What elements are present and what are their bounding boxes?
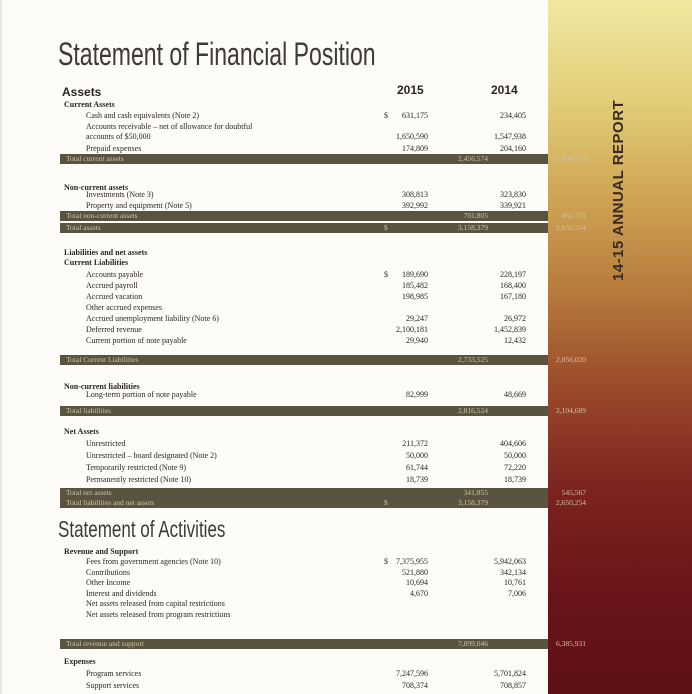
row-label: Non-current liabilities <box>64 382 140 391</box>
value-2015: 521,880 <box>402 568 428 577</box>
value-2015: 2,733,525 <box>458 355 488 364</box>
total-band-row <box>60 639 586 649</box>
value-2014: 168,400 <box>500 281 526 290</box>
row-label: Deferred revenue <box>86 325 142 334</box>
dollar-sign: $ <box>384 223 388 232</box>
year-2014-header: 2014 <box>491 83 518 97</box>
total-band-row <box>60 211 586 221</box>
value-2015: 308,813 <box>402 190 428 199</box>
value-2014: 404,606 <box>500 439 526 448</box>
row-label: Support services <box>86 681 140 690</box>
value-2014: 663,751 <box>561 211 586 220</box>
row-label: Other accrued expenses <box>86 303 162 312</box>
row-label: accounts of $50,000 <box>86 132 151 141</box>
value-2015: 61,744 <box>406 463 428 472</box>
value-2014: 6,385,931 <box>556 639 586 648</box>
dollar-sign: $ <box>384 111 388 120</box>
row-label: Accrued payroll <box>86 281 138 290</box>
row-label: Contributions <box>86 568 131 577</box>
value-2015: 185,482 <box>402 281 428 290</box>
row-label: Net assets released from program restrictions <box>86 610 231 619</box>
value-2014: 323,830 <box>500 190 526 199</box>
value-2014: 72,220 <box>504 463 526 472</box>
row-label: Cash and cash equivalents (Note 2) <box>86 111 200 120</box>
row-label: Unrestricted – board designated (Note 2) <box>86 451 217 460</box>
annual-report-label: 14-15 ANNUAL REPORT <box>610 99 627 281</box>
value-2015: 1,650,590 <box>396 132 428 141</box>
total-band-row <box>60 154 586 164</box>
value-2014: 1,547,938 <box>494 132 526 141</box>
dollar-sign: $ <box>384 270 388 279</box>
value-2014: 342,134 <box>500 568 526 577</box>
value-2014: 167,180 <box>500 292 526 301</box>
value-2015: 82,999 <box>406 390 428 399</box>
value-2014: 2,650,254 <box>556 223 586 232</box>
value-2014: 10,761 <box>504 578 526 587</box>
row-label: Temporarily restricted (Note 9) <box>86 463 187 472</box>
value-2015: 3,158,379 <box>458 223 488 232</box>
row-label: Long-term portion of note payable <box>86 390 197 399</box>
value-2015: 29,247 <box>406 314 428 323</box>
value-2015: 198,985 <box>402 292 428 301</box>
dollar-sign: $ <box>384 557 388 566</box>
value-2014: 48,669 <box>504 390 526 399</box>
value-2014: 708,857 <box>500 681 526 690</box>
value-2014: 7,006 <box>508 589 526 598</box>
value-2015: 7,899,046 <box>458 639 488 648</box>
value-2014: 26,972 <box>504 314 526 323</box>
value-2015: 4,670 <box>410 589 428 598</box>
table-row <box>0 389 548 401</box>
value-2015: 3,158,379 <box>458 498 488 507</box>
value-2014: 234,405 <box>500 111 526 120</box>
value-2015: 174,809 <box>402 144 428 153</box>
value-2015: 7,375,955 <box>396 557 428 566</box>
section-heading-row <box>0 426 548 438</box>
value-2015: 211,372 <box>402 439 428 448</box>
row-label: Current Assets <box>64 100 115 109</box>
row-label: Non-current assets <box>64 183 129 192</box>
value-2014: 12,432 <box>504 336 526 345</box>
value-2015: 10,694 <box>406 578 428 587</box>
value-2014: 2,104,689 <box>556 406 586 415</box>
value-2014: 204,160 <box>500 144 526 153</box>
row-label: Total non-current assets <box>66 211 138 220</box>
row-label: Total revenue and support <box>66 639 144 648</box>
row-label: Current Liabilities <box>64 258 129 267</box>
total-band-row <box>60 488 586 498</box>
value-2014: 5,942,063 <box>494 557 526 566</box>
value-2015: 2,816,524 <box>458 406 488 415</box>
value-2015: 7,247,596 <box>396 669 428 678</box>
value-2014: 18,739 <box>504 475 526 484</box>
value-2014: 339,921 <box>500 201 526 210</box>
table-row <box>0 131 548 143</box>
row-label: Accrued unemployment liability (Note 6) <box>86 314 219 323</box>
row-label: Permanently restricted (Note 10) <box>86 475 192 484</box>
row-label: Total assets <box>66 223 101 232</box>
value-2015: 29,940 <box>406 336 428 345</box>
value-2015: 392,992 <box>402 201 428 210</box>
table-row <box>0 668 548 680</box>
row-label: Total liabilities and net assets <box>66 498 155 507</box>
dollar-sign: $ <box>384 498 388 507</box>
value-2014: 5,701,824 <box>494 669 526 678</box>
table-row <box>0 680 548 692</box>
table-row <box>0 450 548 462</box>
row-label: Revenue and Support <box>64 547 139 556</box>
row-label: Property and equipment (Note 5) <box>86 201 192 210</box>
section-heading-row <box>0 656 548 668</box>
value-2014: 545,567 <box>561 488 586 497</box>
value-2014: 2,650,254 <box>556 498 586 507</box>
activities-title: Statement of Activities <box>58 516 226 542</box>
row-label: Unrestricted <box>86 439 126 448</box>
value-2015: 708,374 <box>402 681 428 690</box>
row-label: Investments (Note 3) <box>86 190 154 199</box>
row-label: Total liabilities <box>66 406 112 415</box>
table-row <box>0 462 548 474</box>
value-2015: 50,000 <box>406 451 428 460</box>
value-2014: 1,986,503 <box>556 154 586 163</box>
row-label: Current portion of note payable <box>86 336 187 345</box>
page-title: Statement of Financial Position <box>58 36 376 72</box>
value-2014: 2,056,020 <box>556 355 586 364</box>
year-2015-header: 2015 <box>397 83 424 97</box>
row-label: Net assets released from capital restrictions <box>86 599 225 608</box>
total-band-row <box>60 406 586 416</box>
row-label: Total current assets <box>66 154 124 163</box>
row-label: Net Assets <box>64 427 99 436</box>
row-label: Accounts receivable – net of allowance for doubtful <box>86 122 253 131</box>
table-row <box>0 609 548 621</box>
table-row <box>0 438 548 450</box>
value-2015: 341,855 <box>463 488 488 497</box>
total-band-row <box>60 498 586 508</box>
row-label: Total Current Liabilities <box>66 355 139 364</box>
row-label: Program services <box>86 669 142 678</box>
value-2014: 1,452,839 <box>494 325 526 334</box>
row-label: Fees from government agencies (Note 10) <box>86 557 221 566</box>
row-label: Total net assets <box>66 488 112 497</box>
row-label: Liabilities and net assets <box>64 248 148 257</box>
value-2015: 2,456,574 <box>458 154 488 163</box>
total-band-row <box>60 223 586 233</box>
value-2014: 50,000 <box>504 451 526 460</box>
row-label: Accounts payable <box>86 270 144 279</box>
value-2015: 701,805 <box>463 211 488 220</box>
row-label: Accrued vacation <box>86 292 143 301</box>
row-label: Interest and dividends <box>86 589 157 598</box>
row-label: Other Income <box>86 578 131 587</box>
value-2015: 18,739 <box>406 475 428 484</box>
assets-heading: Assets <box>62 85 102 99</box>
value-2015: 631,175 <box>402 111 428 120</box>
row-label: Expenses <box>64 657 96 666</box>
table-row <box>0 474 548 486</box>
value-2014: 228,197 <box>500 270 526 279</box>
section-heading-row <box>0 257 548 269</box>
row-label: Prepaid expenses <box>86 144 142 153</box>
value-2015: 2,100,181 <box>396 325 428 334</box>
table-row <box>0 335 548 347</box>
total-band-row <box>60 355 586 365</box>
value-2015: 189,690 <box>402 270 428 279</box>
